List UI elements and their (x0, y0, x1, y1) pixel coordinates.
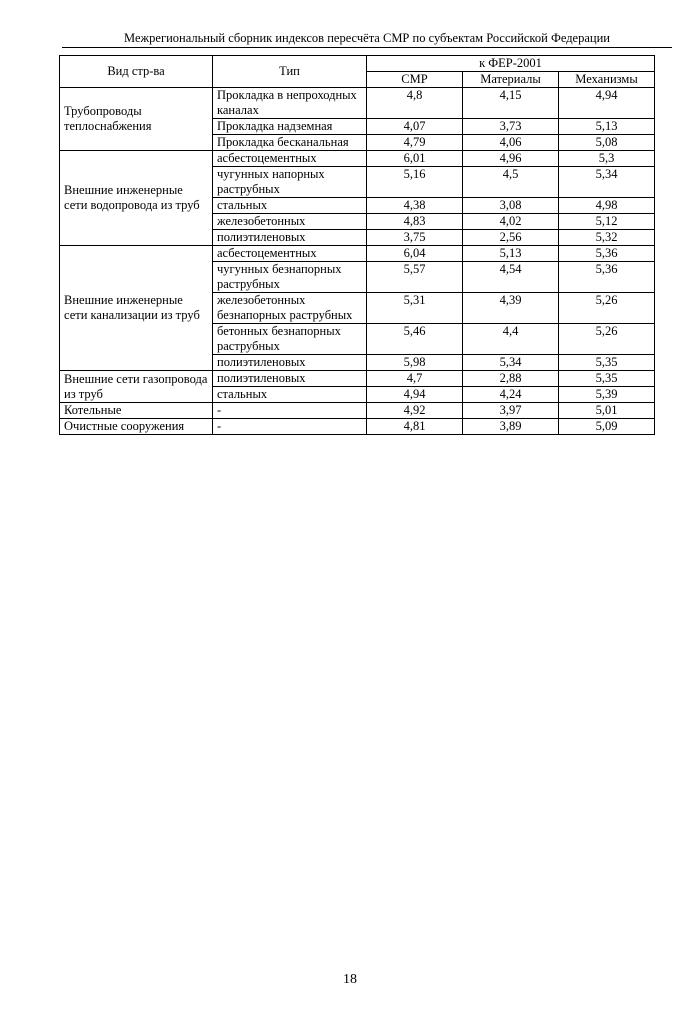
materials-value-cell: 4,06 (463, 135, 559, 151)
materials-value-cell: 5,13 (463, 246, 559, 262)
machines-value-cell: 5,12 (559, 214, 655, 230)
smr-value-cell: 4,83 (367, 214, 463, 230)
type-cell: бетонных безнапорных раструбных (213, 324, 367, 355)
table-row (60, 246, 655, 262)
materials-value-cell: 4,4 (463, 324, 559, 355)
type-cell: - (213, 403, 367, 419)
construction-kind-cell: Внешние инженерные сети водопровода из труб (60, 151, 213, 246)
type-cell: асбестоцементных (213, 246, 367, 262)
construction-kind-cell: Котельные (60, 403, 213, 419)
machines-value-cell: 5,39 (559, 387, 655, 403)
machines-value-cell: 4,94 (559, 88, 655, 119)
type-cell: стальных (213, 387, 367, 403)
type-cell: полиэтиленовых (213, 355, 367, 371)
type-cell: Прокладка бесканальная (213, 135, 367, 151)
materials-value-cell: 2,56 (463, 230, 559, 246)
machines-value-cell: 5,09 (559, 419, 655, 435)
materials-value-cell: 4,39 (463, 293, 559, 324)
type-cell: Прокладка надземная (213, 119, 367, 135)
index-table (59, 55, 655, 435)
smr-value-cell: 5,46 (367, 324, 463, 355)
smr-value-cell: 5,16 (367, 167, 463, 198)
machines-value-cell: 5,01 (559, 403, 655, 419)
machines-value-cell: 5,08 (559, 135, 655, 151)
smr-value-cell: 6,04 (367, 246, 463, 262)
smr-value-cell: 6,01 (367, 151, 463, 167)
smr-value-cell: 5,57 (367, 262, 463, 293)
fer-group-header: к ФЕР-2001 (367, 56, 655, 72)
col-kind-header: Вид стр-ва (60, 56, 213, 88)
materials-value-cell: 4,02 (463, 214, 559, 230)
materials-value-cell: 4,54 (463, 262, 559, 293)
machines-value-cell: 5,36 (559, 246, 655, 262)
materials-value-cell: 3,97 (463, 403, 559, 419)
header-rule (62, 47, 672, 48)
table-row (60, 151, 655, 167)
table-row (60, 371, 655, 387)
construction-kind-cell: Внешние инженерные сети канализации из труб (60, 246, 213, 371)
materials-value-cell: 3,08 (463, 198, 559, 214)
col-type-header: Тип (213, 56, 367, 88)
machines-value-cell: 5,13 (559, 119, 655, 135)
materials-value-cell: 4,24 (463, 387, 559, 403)
smr-value-cell: 4,79 (367, 135, 463, 151)
col-smr-header: СМР (367, 72, 463, 88)
type-cell: полиэтиленовых (213, 371, 367, 387)
machines-value-cell: 5,35 (559, 371, 655, 387)
smr-value-cell: 4,94 (367, 387, 463, 403)
type-cell: чугунных безнапорных раструбных (213, 262, 367, 293)
col-machines-header: Механизмы (559, 72, 655, 88)
smr-value-cell: 5,98 (367, 355, 463, 371)
machines-value-cell: 5,3 (559, 151, 655, 167)
type-cell: стальных (213, 198, 367, 214)
smr-value-cell: 4,38 (367, 198, 463, 214)
type-cell: асбестоцементных (213, 151, 367, 167)
smr-value-cell: 4,92 (367, 403, 463, 419)
machines-value-cell: 5,34 (559, 167, 655, 198)
machines-value-cell: 5,36 (559, 262, 655, 293)
machines-value-cell: 4,98 (559, 198, 655, 214)
type-cell: полиэтиленовых (213, 230, 367, 246)
materials-value-cell: 3,89 (463, 419, 559, 435)
smr-value-cell: 4,8 (367, 88, 463, 119)
col-materials-header: Материалы (463, 72, 559, 88)
type-cell: чугунных напорных раструбных (213, 167, 367, 198)
machines-value-cell: 5,26 (559, 324, 655, 355)
machines-value-cell: 5,32 (559, 230, 655, 246)
running-header: Межрегиональный сборник индексов пересчёта СМР по субъектам Российской Федерации (124, 31, 610, 45)
type-cell: - (213, 419, 367, 435)
materials-value-cell: 4,96 (463, 151, 559, 167)
type-cell: железобетонных безнапорных раструбных (213, 293, 367, 324)
table-body (60, 88, 655, 435)
materials-value-cell: 5,34 (463, 355, 559, 371)
smr-value-cell: 4,07 (367, 119, 463, 135)
materials-value-cell: 2,88 (463, 371, 559, 387)
materials-value-cell: 3,73 (463, 119, 559, 135)
construction-kind-cell: Внешние сети газопровода из труб (60, 371, 213, 403)
table-row (60, 419, 655, 435)
smr-value-cell: 4,81 (367, 419, 463, 435)
table-head (60, 56, 655, 88)
header-row (60, 56, 655, 72)
smr-value-cell: 5,31 (367, 293, 463, 324)
table-row (60, 403, 655, 419)
type-cell: Прокладка в непроходных каналах (213, 88, 367, 119)
materials-value-cell: 4,5 (463, 167, 559, 198)
construction-kind-cell: Трубопроводы теплоснабжения (60, 88, 213, 151)
smr-value-cell: 3,75 (367, 230, 463, 246)
construction-kind-cell: Очистные сооружения (60, 419, 213, 435)
type-cell: железобетонных (213, 214, 367, 230)
machines-value-cell: 5,35 (559, 355, 655, 371)
page-number: 18 (343, 972, 357, 987)
smr-value-cell: 4,7 (367, 371, 463, 387)
table-row (60, 88, 655, 119)
materials-value-cell: 4,15 (463, 88, 559, 119)
machines-value-cell: 5,26 (559, 293, 655, 324)
